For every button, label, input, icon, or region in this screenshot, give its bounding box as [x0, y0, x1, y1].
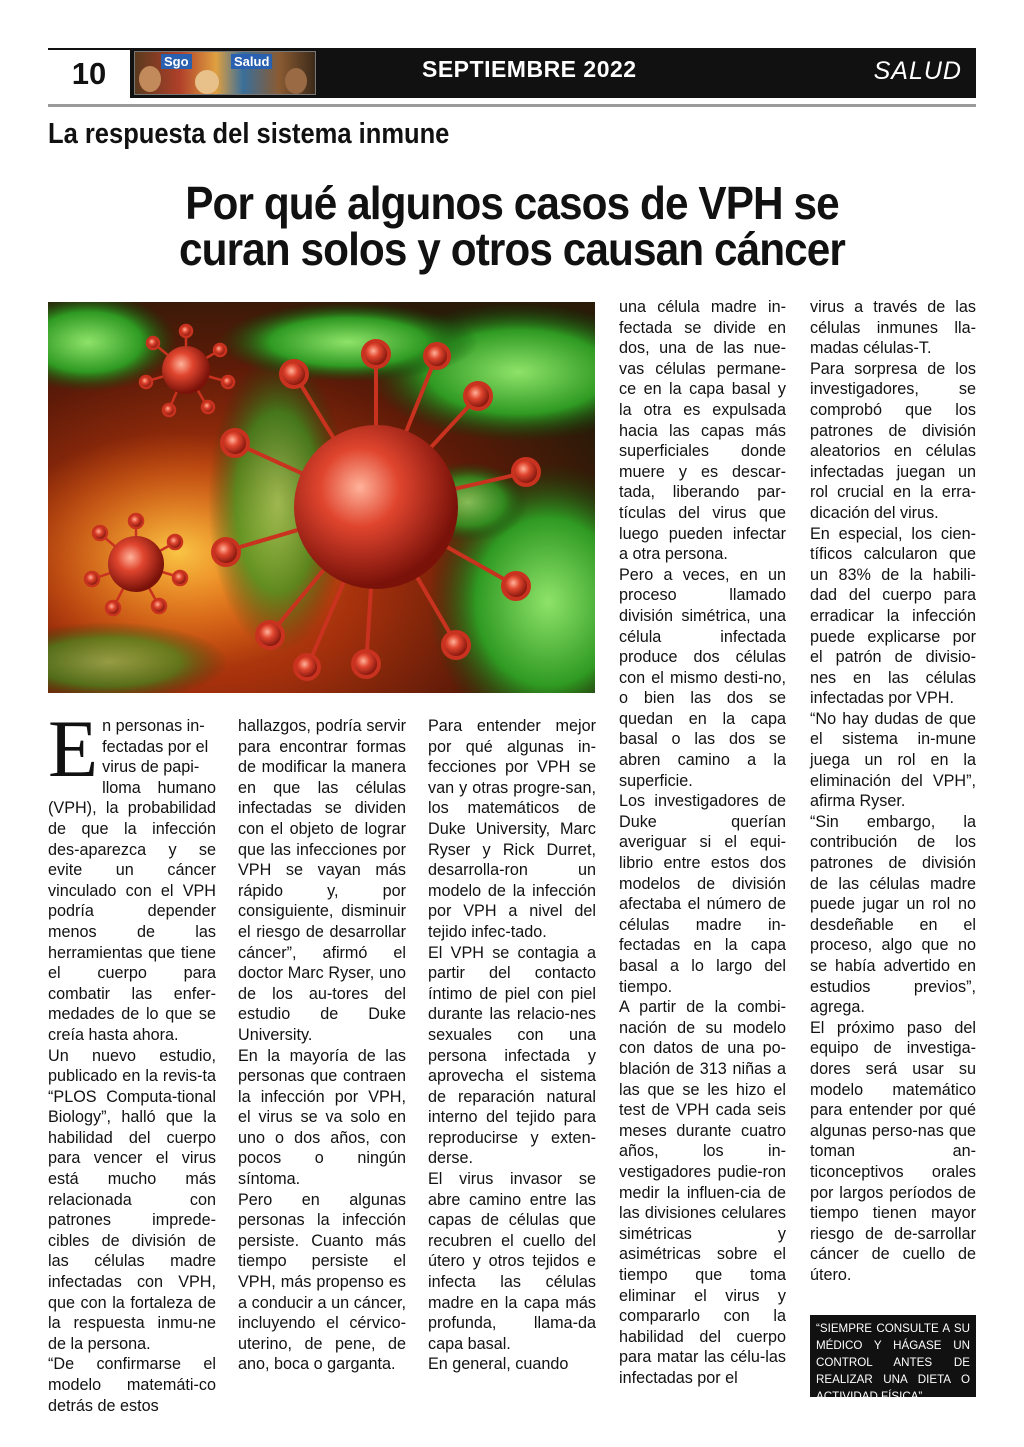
logo-face — [285, 68, 307, 94]
logo-face — [195, 70, 219, 94]
header-rule — [48, 104, 976, 107]
logo-face — [139, 66, 161, 92]
drop-cap: E — [48, 703, 99, 794]
page-header — [48, 48, 976, 98]
headline-line: curan solos y otros causan cáncer — [179, 223, 845, 275]
article-photo — [48, 302, 595, 693]
section-name: SALUD — [873, 57, 962, 85]
logo-text: Sgo — [161, 54, 192, 69]
article-column-2: hallazgos, podría servir para encontrar formas de modificar la manera en que las células infectadas se dividen con el objeto de lograr que las infecciones por VPH se vayan más rápido y, por consiguiente, disminuir el riesgo de desarrollar cáncer”, afirmó el doctor Marc Ryser, uno de los au-tores del estudio de Duke University. En la mayoría de las personas que contraen la infección por VPH, el virus se va solo en uno o dos años, con pocos o ningún síntoma. Pero en algunas personas la infección persiste. Cuanto más tiempo persiste el VPH, más propenso es a conducir a un cáncer, incluyendo el cérvico-uterino, de pene, de ano, boca o garganta. — [238, 717, 406, 1374]
headline — [179, 177, 845, 275]
virus-illustration — [48, 302, 595, 693]
article-column-1 — [48, 703, 216, 1416]
logo-text: Salud — [231, 54, 272, 69]
page-number: 10 — [71, 56, 107, 91]
article-column-4: una célula madre in-fectada se divide en dos, una de las nue-vas células permane-ce en la capa basal y la otra es expulsada hacia las capas más superficiales donde muere y es descar-tada, liberando par-tículas del virus que luego pueden infectar a otra persona. Pero a veces, en un proceso llamado división simétrica, una célula infectada produce dos células con el mismo desti-no, o bien las dos se quedan en la capa basal o las dos se abren camino a la superficie. Los investigadores de Duke querían averiguar si el equi-librio entre estos dos modelos de división afectaba el número de células madre in-fectadas en la capa basal a lo largo del tiempo. A partir de la combi-nación de su modelo con datos de una po-blación de 313 niñas a las que se les hizo el test de VPH cada seis meses durante cuatro años, los in-vestigadores pudie-ron medir la influen-cia de las divisiones celulares simétricas y asimétricas sobre el tiempo que toma eliminar el virus y compararlo con la habilidad del cuerpo para matar las célu-las infectadas por el — [619, 298, 786, 1387]
virus-particle — [108, 536, 164, 592]
virus-particle — [162, 346, 210, 394]
issue-date: SEPTIEMBRE 2022 — [422, 56, 637, 82]
article-column-5: virus a través de las células inmunes lla-madas células-T. Para sorpresa de los investigadores, se comprobó que los patrones de división aleatorios en células infectadas juegan un rol crucial en la erra-dicación del virus. En especial, los cien-tíficos calcularon que un 83% de la habili-dad del cuerpo para erradicar la infección puede explicarse por el patrón de divisio-nes en las células infectadas por VPH. “No hay dudas de que el sistema in-mune juega un rol en la eliminación del VPH”, afirma Ryser. “Sin embargo, la contribución de los patrones de división de las células madre puede jugar un rol no desdeñable en el proceso, algo que no se había advertido en estudios previos”, agrega. El próximo paso del equipo de investiga-dores será usar su modelo matemático para entender por qué algunas perso-nas que toman an-ticonceptivos orales por largos períodos de tiempo tienen mayor riesgo de de-sarrollar cáncer de cuello de útero. — [810, 298, 976, 1284]
headline-line: Por qué algunos casos de VPH se — [185, 177, 839, 229]
virus-particle — [294, 425, 458, 589]
kicker: La respuesta del sistema inmune — [48, 118, 450, 150]
article-column-3: Para entender mejor por qué algunas in-fecciones por VPH se van y otras progre-san, los matemáticos de Duke University, Marc Ryser y Rick Durret, desarrolla-ron un modelo de la infección por VPH a nivel del tejido infec-tado. El VPH se contagia a partir del contacto íntimo de piel con piel durante las relacio-nes sexuales con una persona infectada y aprovecha el sistema de reparación natural interno del tejido para reproducirse y exten-derse. El virus invasor se abre camino entre las capas de células que recubren el cuello del útero y otros tejidos e infecta las células madre en la capa más profunda, llama-da capa basal. En general, cuando — [428, 717, 596, 1374]
page-number-box — [48, 48, 130, 98]
column-text: n personas in- fectadas por el virus de papi- lloma humano (VPH), la probabilidad de que la infección des-aparezca y se evite un cáncer vinculado con el VPH podría depender menos de las herramientas que tiene el cuerpo para combatir las enfer-medades de lo que se creía hasta ahora. Un nuevo estudio, publicado en la revis-ta “PLOS Computa-tional Biology”, halló que la habilidad del cuerpo para vencer el virus está mucho más relacionada con patrones imprede-cibles de división de las células madre infectadas con VPH, que con la fortaleza de la respuesta inmu-ne de la persona. “De confirmarse el modelo matemáti-co detrás de estos — [48, 717, 216, 1415]
advice-box: “SIEMPRE CONSULTE A SU MÉDICO Y HÁGASE UN CONTROL ANTES DE REALIZAR UNA DIETA O ACTIVIDAD FÍSICA” — [810, 1315, 976, 1397]
publication-logo — [134, 51, 316, 95]
